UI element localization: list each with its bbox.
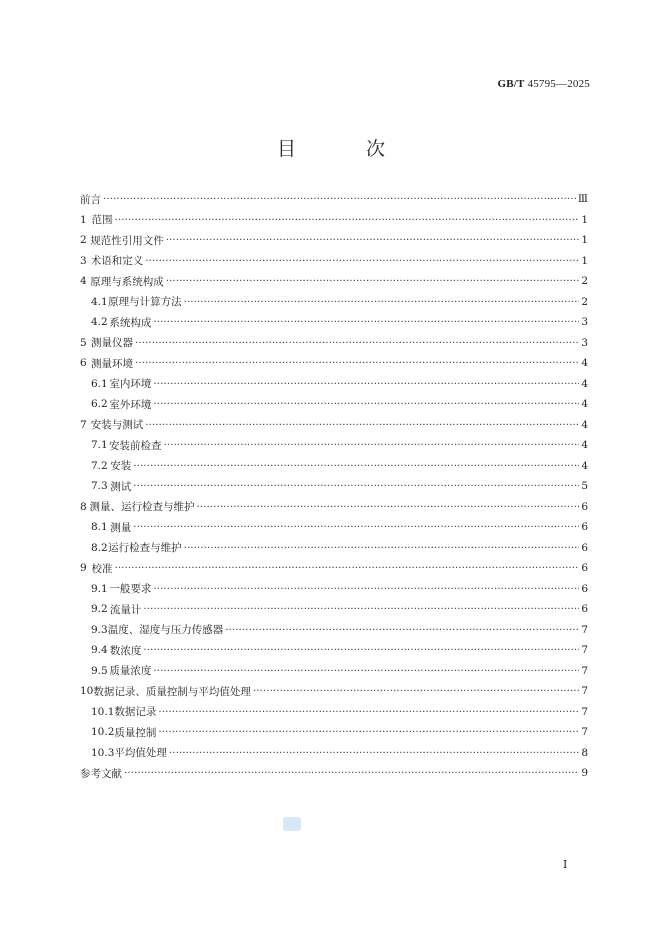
toc-entry-number: 5 — [80, 336, 87, 349]
standard-code: 45795—2025 — [524, 78, 590, 90]
toc-entry-label: 质量控制 — [114, 726, 157, 739]
toc-entry-label: 流量计 — [109, 603, 142, 616]
dot-leader — [145, 255, 579, 267]
dot-leader — [133, 480, 579, 492]
dot-leader — [153, 665, 579, 677]
dot-leader — [158, 706, 579, 718]
toc-entry-page: 3 — [581, 336, 588, 349]
toc-entry-number: 9.3 — [91, 623, 108, 636]
toc-entry-page: 7 — [581, 705, 588, 718]
toc-entry[interactable] — [80, 538, 588, 559]
dot-leader — [163, 439, 579, 451]
toc-entry-label: 运行检查与维护 — [108, 542, 182, 555]
dot-leader — [124, 767, 579, 779]
toc-entry[interactable] — [80, 210, 588, 231]
standard-number — [497, 78, 590, 90]
standard-prefix: GB/T — [497, 78, 525, 90]
dot-leader — [143, 644, 579, 656]
toc-entry-number: 6.2 — [91, 398, 108, 411]
toc-entry[interactable] — [80, 394, 588, 415]
toc-entry-label: 前言 — [80, 193, 101, 206]
toc-entry-page: 1 — [581, 234, 588, 247]
toc-entry[interactable] — [80, 292, 588, 313]
toc-entry-number: 3 — [80, 254, 87, 267]
toc-entry-page: 4 — [581, 398, 588, 411]
toc-entry-page: 2 — [581, 275, 588, 288]
toc-entry-page: 7 — [581, 644, 588, 657]
toc-entry-page: 5 — [581, 480, 588, 493]
dot-leader — [143, 603, 579, 615]
toc-entry[interactable] — [80, 497, 588, 518]
toc-entry-label: 安装 — [110, 460, 132, 473]
dot-leader — [169, 747, 579, 759]
toc-entry[interactable] — [80, 456, 588, 477]
dot-leader — [153, 316, 579, 328]
toc-entry-number: 8.1 — [91, 521, 108, 534]
toc-entry-number: 7.3 — [91, 480, 108, 493]
toc-entry-page: 9 — [581, 767, 588, 780]
toc-entry-page: 1 — [581, 254, 588, 267]
toc-entry-number: 10 — [80, 685, 94, 698]
toc-entry-page: 4 — [581, 357, 588, 370]
toc-entry[interactable] — [80, 558, 588, 579]
toc-entry-page: 6 — [581, 582, 588, 595]
toc-entry-label: 测试 — [110, 480, 132, 493]
toc-entry-number: 10.3 — [91, 746, 115, 759]
toc-entry-label: 范围 — [91, 214, 113, 227]
dot-leader — [135, 357, 579, 369]
toc-entry[interactable] — [80, 763, 588, 784]
toc-entry-page: 6 — [581, 603, 588, 616]
toc-entry-page: Ⅲ — [577, 193, 588, 206]
watermark-logo — [283, 817, 301, 831]
toc-entry[interactable] — [80, 599, 588, 620]
toc-entry-number: 1 — [80, 213, 87, 226]
dot-leader — [166, 234, 580, 246]
toc-entry-page: 6 — [581, 562, 588, 575]
toc-entry-label: 测量 — [110, 521, 132, 534]
toc-entry-label: 规范性引用文件 — [90, 234, 164, 247]
toc-entry-number: 7 — [80, 418, 87, 431]
dot-leader — [166, 275, 580, 287]
dot-leader — [114, 214, 579, 226]
toc-entry[interactable] — [80, 476, 588, 497]
toc-entry-page: 7 — [581, 726, 588, 739]
table-of-contents — [80, 189, 588, 784]
toc-entry[interactable] — [80, 517, 588, 538]
toc-entry-page: 8 — [581, 746, 588, 759]
toc-entry-page: 4 — [581, 418, 588, 431]
dot-leader — [196, 501, 579, 513]
toc-entry[interactable] — [80, 702, 588, 723]
toc-entry-page: 6 — [581, 541, 588, 554]
toc-entry-page: 6 — [581, 500, 588, 513]
footer-page-number: Ⅰ — [563, 858, 568, 871]
toc-entry-number: 4 — [80, 275, 87, 288]
toc-entry-number: 9.2 — [91, 603, 108, 616]
toc-entry-label: 室内环境 — [109, 378, 152, 391]
toc-entry-number: 9.4 — [91, 644, 108, 657]
toc-entry[interactable] — [80, 620, 588, 641]
toc-entry-label: 数浓度 — [109, 644, 142, 657]
toc-entry-label: 数据记录 — [114, 706, 157, 719]
toc-entry[interactable] — [80, 251, 588, 272]
toc-entry[interactable] — [80, 333, 588, 354]
toc-entry-label: 一般要求 — [109, 583, 152, 596]
toc-entry-page: 7 — [581, 664, 588, 677]
toc-entry-number: 2 — [80, 234, 87, 247]
toc-entry-number: 4.1 — [91, 295, 108, 308]
toc-entry[interactable] — [80, 435, 588, 456]
toc-entry[interactable] — [80, 415, 588, 436]
toc-entry-number: 7.1 — [91, 439, 108, 452]
toc-entry-page: 4 — [581, 459, 588, 472]
toc-entry-number: 7.2 — [91, 459, 108, 472]
toc-entry-label: 室外环境 — [109, 398, 152, 411]
dot-leader — [133, 460, 579, 472]
dot-leader — [103, 193, 576, 205]
page-title: 目 次 — [276, 138, 418, 160]
toc-entry[interactable] — [80, 579, 588, 600]
toc-entry-number: 8 — [80, 500, 87, 513]
toc-entry-label: 校准 — [91, 562, 113, 575]
toc-entry[interactable] — [80, 230, 588, 251]
toc-entry-page: 1 — [581, 213, 588, 226]
toc-entry-page: 2 — [581, 295, 588, 308]
toc-entry-page: 7 — [581, 685, 588, 698]
toc-entry-page: 4 — [581, 439, 588, 452]
toc-entry[interactable] — [80, 681, 588, 702]
toc-entry-page: 7 — [581, 623, 588, 636]
toc-entry-label: 测量、运行检查与维护 — [89, 501, 195, 514]
toc-entry[interactable] — [80, 722, 588, 743]
toc-entry-label: 安装前检查 — [108, 439, 162, 452]
toc-entry-label: 测量环境 — [90, 357, 133, 370]
toc-entry-number: 6 — [80, 357, 87, 370]
dot-leader — [114, 562, 579, 574]
dot-leader — [153, 378, 579, 390]
dot-leader — [225, 624, 579, 636]
toc-entry-number: 6.1 — [91, 377, 108, 390]
toc-entry-page: 6 — [581, 521, 588, 534]
dot-leader — [135, 337, 579, 349]
toc-entry-number: 10.2 — [91, 726, 115, 739]
toc-entry[interactable] — [80, 374, 588, 395]
toc-entry-number: 9 — [80, 562, 87, 575]
dot-leader — [158, 726, 579, 738]
toc-entry-number: 4.2 — [91, 316, 108, 329]
toc-entry-label: 系统构成 — [109, 316, 152, 329]
toc-entry-label: 参考文献 — [80, 767, 122, 780]
toc-entry-number: 8.2 — [91, 541, 108, 554]
toc-entry[interactable] — [80, 189, 588, 210]
dot-leader — [133, 521, 579, 533]
toc-entry[interactable] — [80, 312, 588, 333]
toc-entry[interactable] — [80, 271, 588, 292]
toc-entry-label: 温度、湿度与压力传感器 — [107, 624, 224, 637]
toc-entry-label: 原理与计算方法 — [108, 296, 182, 309]
toc-entry-label: 安装与测试 — [90, 419, 144, 432]
toc-entry[interactable] — [80, 640, 588, 661]
toc-entry-number: 9.5 — [91, 664, 108, 677]
dot-leader — [184, 542, 580, 554]
toc-entry-label: 原理与系统构成 — [90, 275, 164, 288]
toc-entry[interactable] — [80, 661, 588, 682]
toc-entry-label: 术语和定义 — [90, 255, 144, 268]
toc-entry-page: 3 — [581, 316, 588, 329]
dot-leader — [184, 296, 580, 308]
toc-entry-label: 测量仪器 — [90, 337, 133, 350]
dot-leader — [153, 583, 579, 595]
toc-entry-label: 数据记录、质量控制与平均值处理 — [93, 685, 251, 698]
toc-entry-label: 平均值处理 — [114, 747, 167, 760]
dot-leader — [145, 419, 579, 431]
dot-leader — [153, 398, 579, 410]
toc-entry-label: 质量浓度 — [109, 665, 152, 678]
toc-entry[interactable] — [80, 743, 588, 764]
toc-entry-number: 10.1 — [91, 705, 115, 718]
toc-entry-number: 9.1 — [91, 582, 108, 595]
toc-entry-page: 4 — [581, 377, 588, 390]
dot-leader — [253, 685, 579, 697]
toc-entry[interactable] — [80, 353, 588, 374]
